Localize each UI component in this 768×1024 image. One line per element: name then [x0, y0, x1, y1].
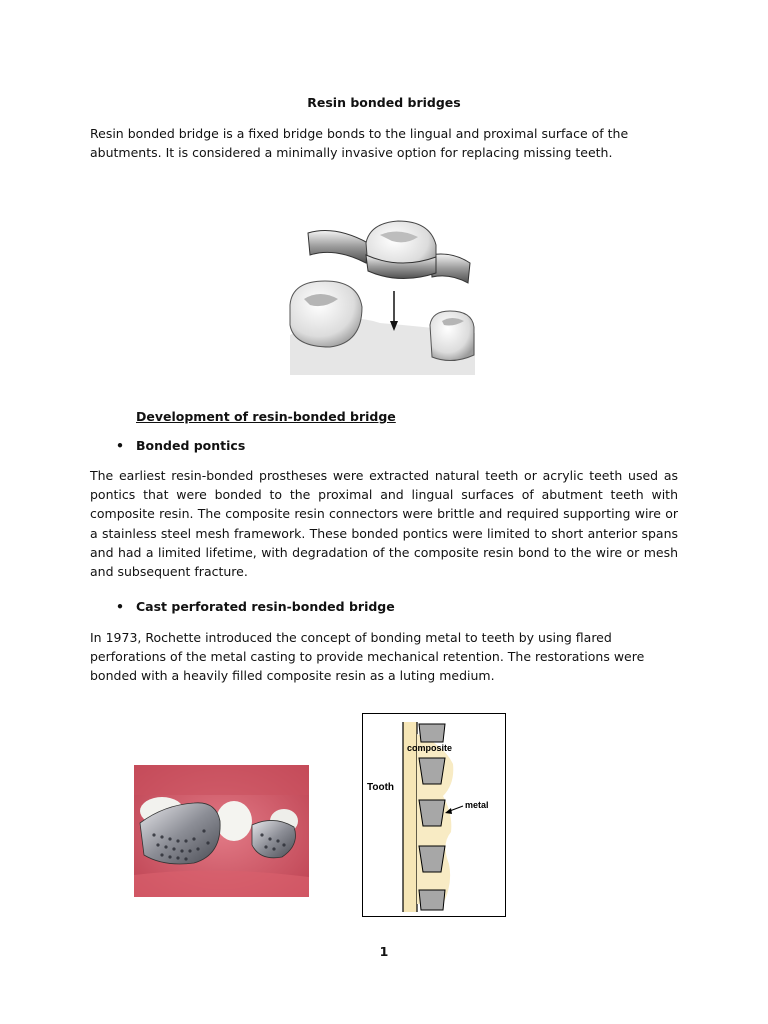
- rochette-bridge-photo: [134, 765, 309, 897]
- bullet-bonded-pontics: [116, 438, 245, 453]
- bullet-label: Bonded pontics: [136, 438, 246, 453]
- cross-section-drawing: [363, 714, 505, 916]
- bullet-cast-perforated: [116, 599, 395, 614]
- section-heading: Development of resin-bonded bridge: [136, 409, 396, 424]
- bullet-dot: •: [116, 599, 124, 614]
- page-number: 1: [379, 944, 389, 959]
- cross-section-diagram: [362, 713, 506, 917]
- label-metal: metal: [465, 800, 489, 810]
- bullet-label: Cast perforated resin-bonded bridge: [136, 599, 395, 614]
- page-title: Resin bonded bridges: [307, 95, 461, 110]
- cast-perforated-paragraph: In 1973, Rochette introduced the concept of bonding metal to teeth by using flared perforations of the metal casting to provide mechanical retention. The restorations were bonded with a heavily filled composite resin as a luting medium.: [90, 630, 645, 684]
- bridge-illustration: [280, 215, 480, 380]
- label-composite: composite: [407, 743, 453, 753]
- label-tooth: Tooth: [367, 782, 395, 793]
- bonded-pontics-paragraph: The earliest resin-bonded prostheses were extracted natural teeth or acrylic teeth used as pontics that were bonded to the proximal and lingual surfaces of abutment teeth with composite resin. The composite resin connectors were brittle and required supporting wire or a stainless steel mesh framework. These bonded pontics were limited to short anterior spans and had a limited lifetime, with degradation of the composite resin bond to the wire or mesh and subsequent fracture.: [90, 468, 678, 580]
- intro-paragraph: Resin bonded bridge is a fixed bridge bonds to the lingual and proximal surface of the abutments. It is considered a minimally invasive option for replacing missing teeth.: [90, 126, 629, 161]
- bullet-dot: •: [116, 438, 124, 453]
